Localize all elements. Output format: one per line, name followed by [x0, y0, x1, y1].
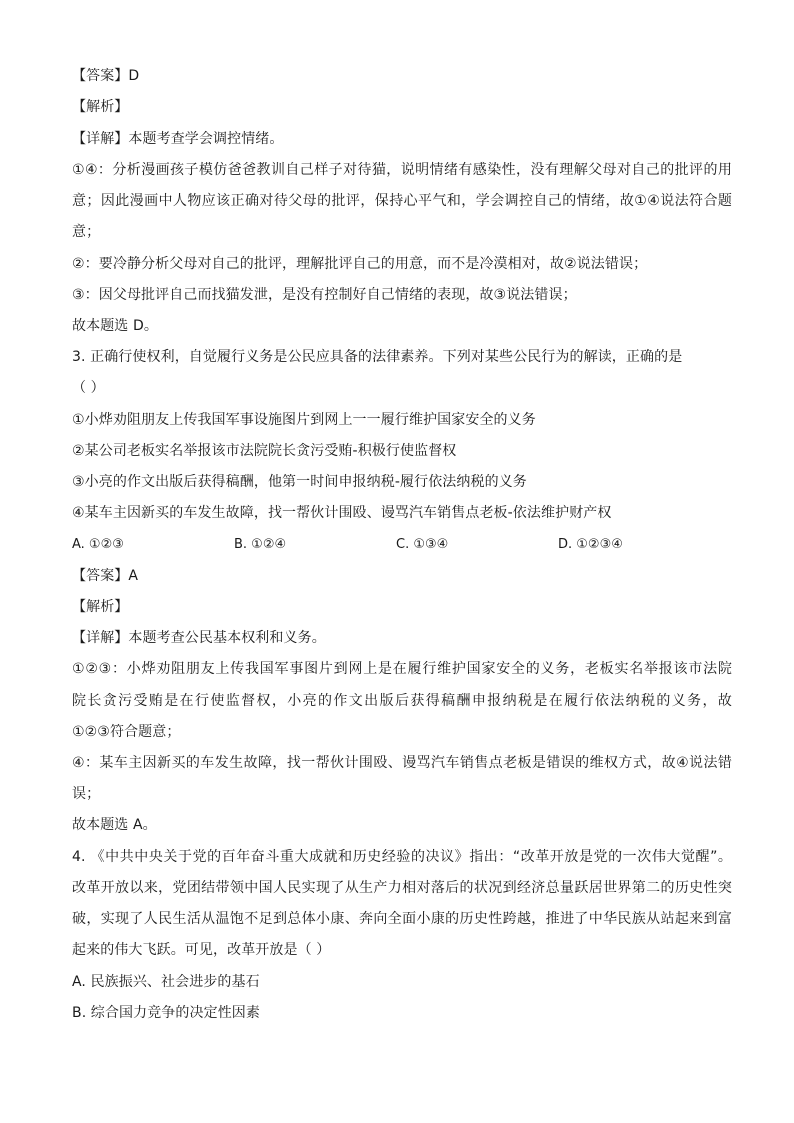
- q4-choice-a: A. 民族振兴、社会进步的基石: [72, 974, 260, 990]
- q3-analysis-heading: 【解析】: [72, 599, 129, 615]
- q3-choice-a: A. ①②③: [72, 537, 124, 552]
- q2-answer: 【答案】D: [72, 68, 140, 84]
- q4-stem-line-3: 破，实现了人民生活从温饱不足到总体小康、奔向全面小康的历史性跨越，推进了中华民族从站起来到富: [72, 911, 732, 927]
- q2-detail: 【详解】本题考查学会调控情绪。: [72, 131, 284, 147]
- q2-paragraph-3: ③：因父母批评自己而找猫发泄，是没有控制好自己情绪的表现，故③说法错误；: [72, 287, 577, 303]
- q2-paragraph-1-line-3: 意；: [72, 224, 101, 240]
- q3-paragraph-2-line-2: 误；: [72, 786, 101, 802]
- q4-stem-line-4: 起来的伟大飞跃。可见，改革开放是（ ）: [72, 942, 331, 958]
- q3-detail: 【详解】本题考查公民基本权利和义务。: [72, 630, 326, 646]
- q3-paragraph-1-line-1: ①②③：小烨劝阻朋友上传我国军事图片到网上是在履行维护国家安全的义务，老板实名举报该市法院: [72, 661, 732, 677]
- q3-paragraph-1-line-2: 院长贪污受贿是在行使监督权，小亮的作文出版后获得稿酬申报纳税是在履行依法纳税的义务，故: [72, 693, 732, 709]
- q2-paragraph-1-line-2: 意；因此漫画中人物应该正确对待父母的批评，保持心平气和，学会调控自己的情绪，故①④说法符合题: [72, 193, 732, 209]
- q3-answer: 【答案】A: [72, 568, 139, 584]
- q2-paragraph-2: ②：要冷静分析父母对自己的批评，理解批评自己的用意，而不是冷漠相对，故②说法错误；: [72, 256, 648, 272]
- q3-choice-b: B. ①②④: [234, 537, 287, 552]
- q2-paragraph-1-line-1: ①④：分析漫画孩子模仿爸爸教训自己样子对待猫，说明情绪有感染性，没有理解父母对自己的批评的用: [72, 162, 732, 178]
- q3-choice-c: C. ①③④: [396, 537, 449, 552]
- q2-conclusion: 故本题选 D。: [72, 318, 158, 334]
- q4-stem-line-1: 4. 《中共中央关于党的百年奋斗重大成就和历史经验的决议》指出：“改革开放是党的一次伟大觉醒”。: [72, 849, 732, 865]
- q3-conclusion: 故本题选 A。: [72, 817, 157, 833]
- q2-analysis-heading: 【解析】: [72, 99, 129, 115]
- q3-option-2: ②某公司老板实名举报该市法院院长贪污受贿-积极行使监督权: [72, 443, 457, 459]
- q3-option-4: ④某车主因新买的车发生故障，找一帮伙计围殴、谩骂汽车销售点老板-依法维护财产权: [72, 505, 612, 521]
- q3-paragraph-2-line-1: ④：某车主因新买的车发生故障，找一帮伙计围殴、谩骂汽车销售点老板是错误的维权方式，故④说法错: [72, 755, 732, 771]
- q3-option-1: ①小烨劝阻朋友上传我国军事设施图片到网上一一履行维护国家安全的义务: [72, 412, 536, 428]
- q3-paragraph-1-line-3: ①②③符合题意；: [72, 724, 181, 740]
- q4-stem-line-2: 改革开放以来，党团结带领中国人民实现了从生产力相对落后的状况到经济总量跃居世界第二的历史性突: [72, 880, 732, 896]
- q3-choice-d: D. ①②③④: [558, 537, 623, 552]
- q4-choice-b: B. 综合国力竞争的决定性因素: [72, 1005, 261, 1021]
- q3-stem-line-2: （ ）: [72, 380, 105, 396]
- q3-stem-line-1: 3. 正确行使权利，自觉履行义务是公民应具备的法律素养。下列对某些公民行为的解读，正确的是: [72, 349, 683, 365]
- q3-option-3: ③小亮的作文出版后获得稿酬，他第一时间申报纳税-履行依法纳税的义务: [72, 474, 527, 490]
